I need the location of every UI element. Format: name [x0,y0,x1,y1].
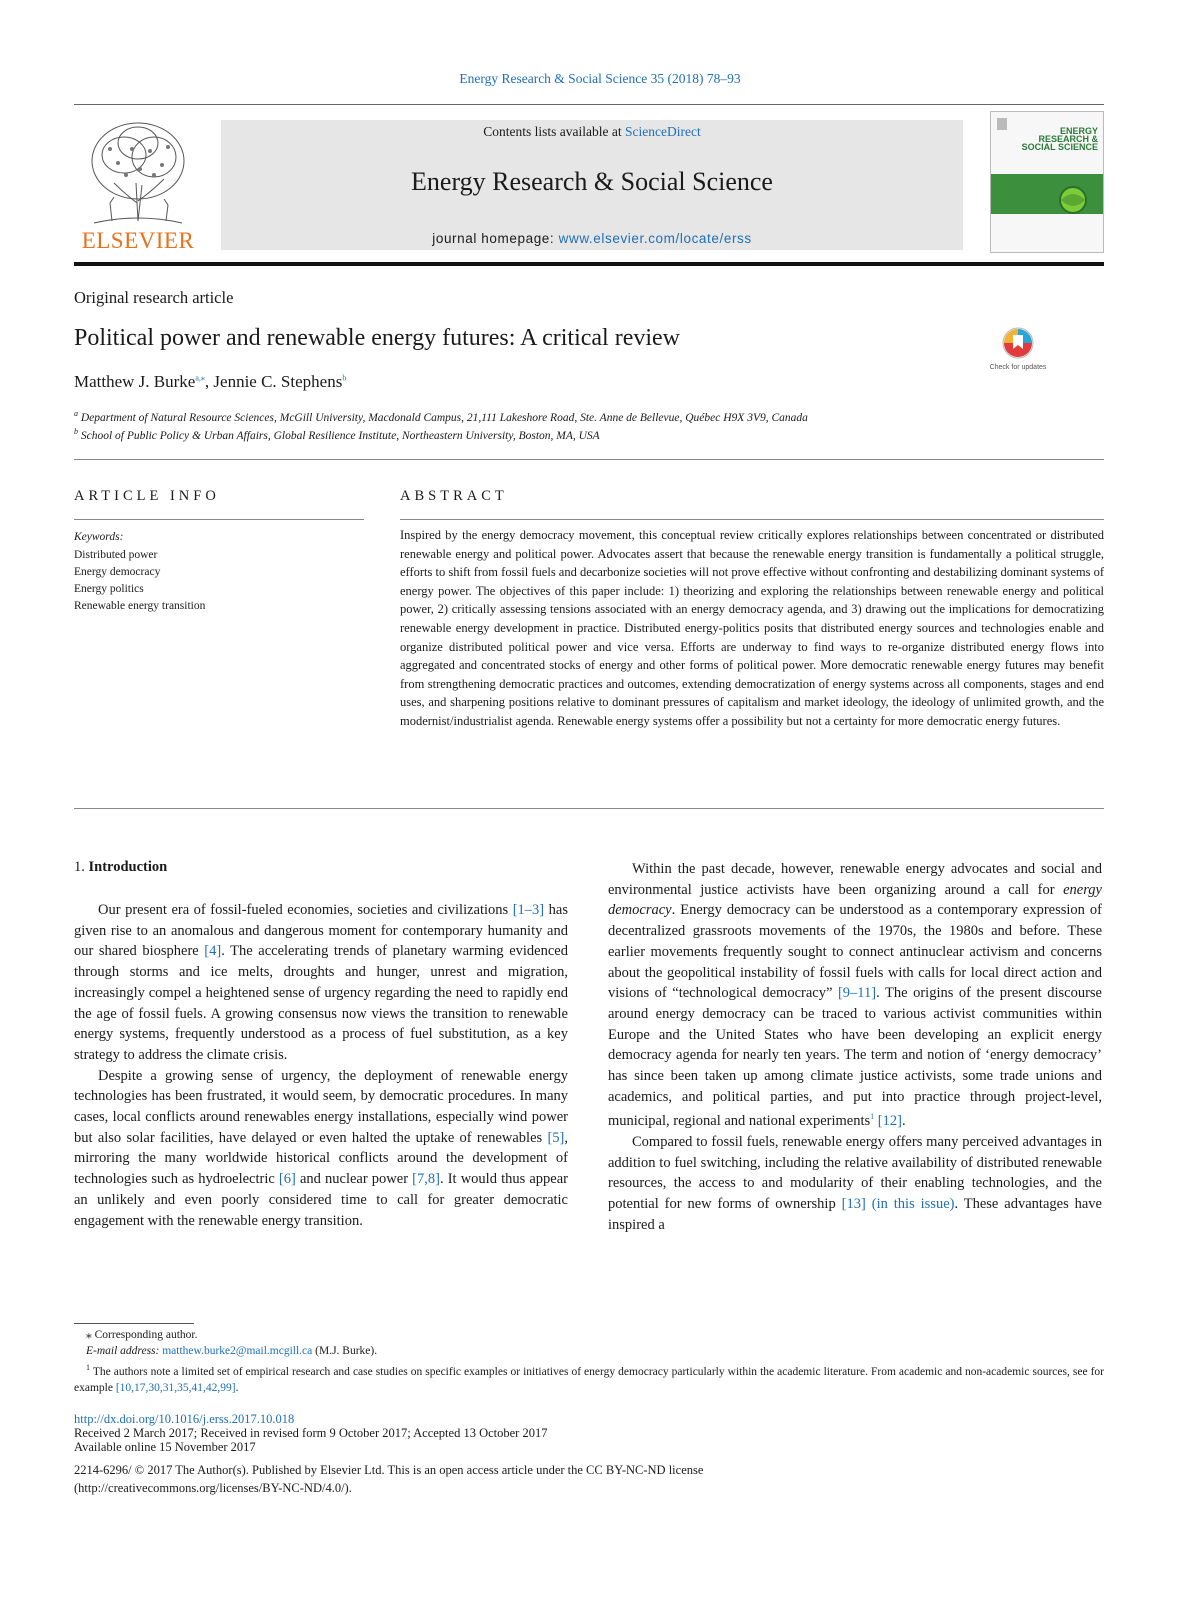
keyword: Distributed power [74,549,158,561]
affiliation-b [74,427,600,442]
keyword: Energy democracy [74,566,161,578]
footnote-text: The authors note a limited set of empirical research and case studies on specific examples or initiatives of energy democracy particularly within the academic literature. From academic and non-academic sources, see for example [74,1365,1104,1394]
body-column-left [74,900,568,1231]
abstract-heading: ABSTRACT [400,488,508,504]
title-rule [74,459,1104,460]
text-run: . These advantages have inspired a [608,1196,1102,1233]
author-name[interactable]: Jennie C. Stephens [213,372,343,391]
available-online: Available online 15 November 2017 [74,1440,256,1454]
homepage-prefix: journal homepage: [432,231,559,246]
footnote-1 [74,1360,1104,1396]
section-number: 1. [74,859,89,875]
text-run: , mirroring the many worldwide historical conflicts around the development of technologies such as hydroelectric [74,1129,568,1188]
contents-prefix: Contents lists available at [483,124,625,139]
affiliation-text: School of Public Policy & Urban Affairs, Global Resilience Institute, Northeastern University, Boston, MA, USA [78,429,600,442]
text-run: Within the past decade, however, renewable energy advocates and social and environmental justice activists have been organizing around a call for [608,861,1102,898]
cover-title: ENERGY RESEARCH & SOCIAL SCIENCE [1021,126,1098,152]
citation-link[interactable]: [7,8] [412,1171,440,1188]
author-separator: , [204,372,214,391]
doi-link[interactable]: http://dx.doi.org/10.1016/j.erss.2017.10.018 [74,1412,295,1426]
sciencedirect-link[interactable]: ScienceDirect [625,124,701,139]
text-run: . The origins of the present discourse around energy democracy can be traced to various activist communities within Europe and the United States who have been developing an explicit energy democracy agenda for nearly ten years. The term and notion of ‘energy democracy’ has since been taken up among climate justice activists, some trade unions and academics, and political parties, and put into practice through project-level, municipal, regional and national experiments [608,985,1102,1130]
elsevier-wordmark: ELSEVIER [81,228,195,253]
paragraph [608,859,1102,1132]
paragraph [74,1066,568,1232]
citation-link[interactable]: [1–3] [512,902,545,918]
text-run: Despite a growing sense of urgency, the deployment of renewable energy technologies has been frustrated, it would seem, by democratic procedures. In many cases, local conflicts around renewables energy installations, especially wind power but also solar facilities, have delayed or even halted the uptake of renewables [74,1067,568,1146]
email-link[interactable]: matthew.burke2@mail.mcgill.ca [162,1345,313,1357]
journal-citation[interactable]: Energy Research & Social Science 35 (2018) 78–93 [459,71,741,86]
affiliation-mark: b [74,427,78,436]
header-thick-rule [74,262,1104,266]
author-name[interactable]: Matthew J. Burke [74,372,196,391]
text-run: Compared to fossil fuels, renewable energy offers many perceived advantages in addition to fuel switching, including the relative availability of distributed renewable resources, the access to and modularity of their enabling technologies, and the potential for new forms of ownership [608,1133,1102,1213]
keywords-list [74,547,205,615]
email-label: E-mail address: [86,1345,163,1357]
text-run: and nuclear power [295,1171,413,1188]
journal-name: Energy Research & Social Science [411,167,773,196]
affiliation-mark: a [74,409,78,418]
author-affiliation-marker[interactable]: a,⁎ [195,373,205,383]
citation-link[interactable]: [6] [278,1171,296,1188]
license-url[interactable]: (http://creativecommons.org/licenses/BY-NC-ND/4.0/). [74,1481,352,1495]
affiliation-a [74,409,808,424]
article-type: Original research article [74,288,234,307]
text-run: . It would thus appear an unlikely and even poorly considered time to call for greater democratic engagement with the renewable energy transition. [74,1171,568,1229]
article-title: Political power and renewable energy futures: A critical review [74,325,680,351]
abstract-rule [400,519,1104,520]
footnote-email [74,1343,377,1359]
license-text [74,1461,1104,1497]
author-affiliation-marker[interactable]: b [342,373,347,383]
citation-link[interactable]: [5] [547,1129,565,1146]
section-heading [74,859,167,876]
in-this-issue-link[interactable]: (in this issue) [871,1196,955,1213]
contents-line [221,124,963,140]
paragraph [74,900,568,1066]
keywords-label: Keywords: [74,531,124,543]
citation-link[interactable]: [4] [204,943,222,960]
text-run: . [901,1113,906,1130]
section-title: Introduction [88,859,168,875]
footnote-mark: 1 [86,1363,90,1372]
homepage-line [221,231,963,246]
paragraph [608,1132,1102,1236]
footnote-corresponding [74,1327,197,1343]
footnote-marker[interactable]: 1 [870,1112,875,1122]
received-dates: Received 2 March 2017; Received in revised form 9 October 2017; Accepted 13 October 2017 [74,1426,548,1440]
email-suffix: (M.J. Burke). [312,1345,378,1357]
text-run: Our present era of fossil-fueled economies, societies and civilizations [98,902,513,918]
citation-link[interactable]: [10,17,30,31,35,41,42,99] [115,1381,236,1394]
emphasis-text: energy democracy [608,881,1102,919]
header-rule [74,104,1104,105]
text-run: . The accelerating trends of planetary warming evidenced through storms and ice melts, droughts and hunger, unrest and migration, increasingly compel a heightened sense of urgency regarding the need to rapidly end the age of fossil fuels. A growing consensus now views the transition to renewable energy systems, frequently understood as a process of fuel substitution, as a key strategy to address the climate crisis. [74,943,568,1063]
crossmark-icon[interactable] [990,325,1046,380]
affiliation-text: Department of Natural Resource Sciences, McGill University, Macdonald Campus, 21,111 Lakeshore Road, Ste. Anne de Bellevue, Québec H9X 3V9, Canada [78,411,808,424]
text-run: has given rise to an anomalous and dangerous moment for contemporary humanity and our shared biosphere [74,902,568,960]
text-run: . Energy democracy can be understood as a contemporary expression of decentralized grassroots movements of the 1970s, the 1980s and before. These earlier movements frequently sought to connect antinuclear activism and concerns about the geopolitical instability of fossil fuels with calls for local direct action and visions of “technological democracy” [608,902,1102,1002]
citation-link[interactable]: [12] [877,1113,902,1130]
abstract-bottom-rule [74,808,1104,809]
article-info-heading: ARTICLE INFO [74,488,220,504]
footnote-text: Corresponding author. [91,1329,198,1341]
footnote-text: . [235,1381,239,1394]
keyword: Energy politics [74,583,144,595]
crossmark-label: Check for updates [990,364,1046,371]
citation-link[interactable]: [9–11] [837,985,877,1002]
citation-link[interactable]: [13] [841,1196,866,1213]
abstract-text: Inspired by the energy democracy movement, this conceptual review critically explores relationships between concentrated or distributed renewable energy and political power. Advocates assert that because the renewable energy transition is fundamentally a political struggle, efforts to shift from fossil fuels and decarbonize societies will not prove effective without confronting and destabilizing dominant systems of energy power. The objectives of this paper include: 1) theorizing and exploring the relationships between renewable energy and political power, 2) critically assessing tensions associated with an energy democracy agenda, and 3) drawing out the implications for democratizing renewable energy development in practice. Distributed energy-politics posits that distributed energy sources and technologies enable and organize distributed political power and vice versa. Efforts are underway to find ways to re-organize distributed energy flows into aggregated and concentrated stocks of energy and other forms of political power. More democratic renewable energy futures may benefit from strengthening democratic practices and outcomes, extending democratization of energy systems across all components, stages and end uses, and sharpening positions relative to dominant pressures of capitalism and market ideology, the ideology of unlimited growth, and the modernist/industrialist agenda. Renewable energy systems offer a possibility but not a certainty for more democratic energy futures. [400,528,1104,728]
body-column-right [608,859,1102,1235]
article-info-rule [74,519,364,520]
keyword: Renewable energy transition [74,600,206,612]
footnote-rule [74,1323,194,1324]
footnote-mark: ⁎ [86,1329,92,1341]
homepage-link[interactable]: www.elsevier.com/locate/erss [558,231,752,246]
author-list [74,372,346,392]
license-line: 2214-6296/ © 2017 The Author(s). Published by Elsevier Ltd. This is an open access article under the CC BY-NC-ND license [74,1463,704,1477]
